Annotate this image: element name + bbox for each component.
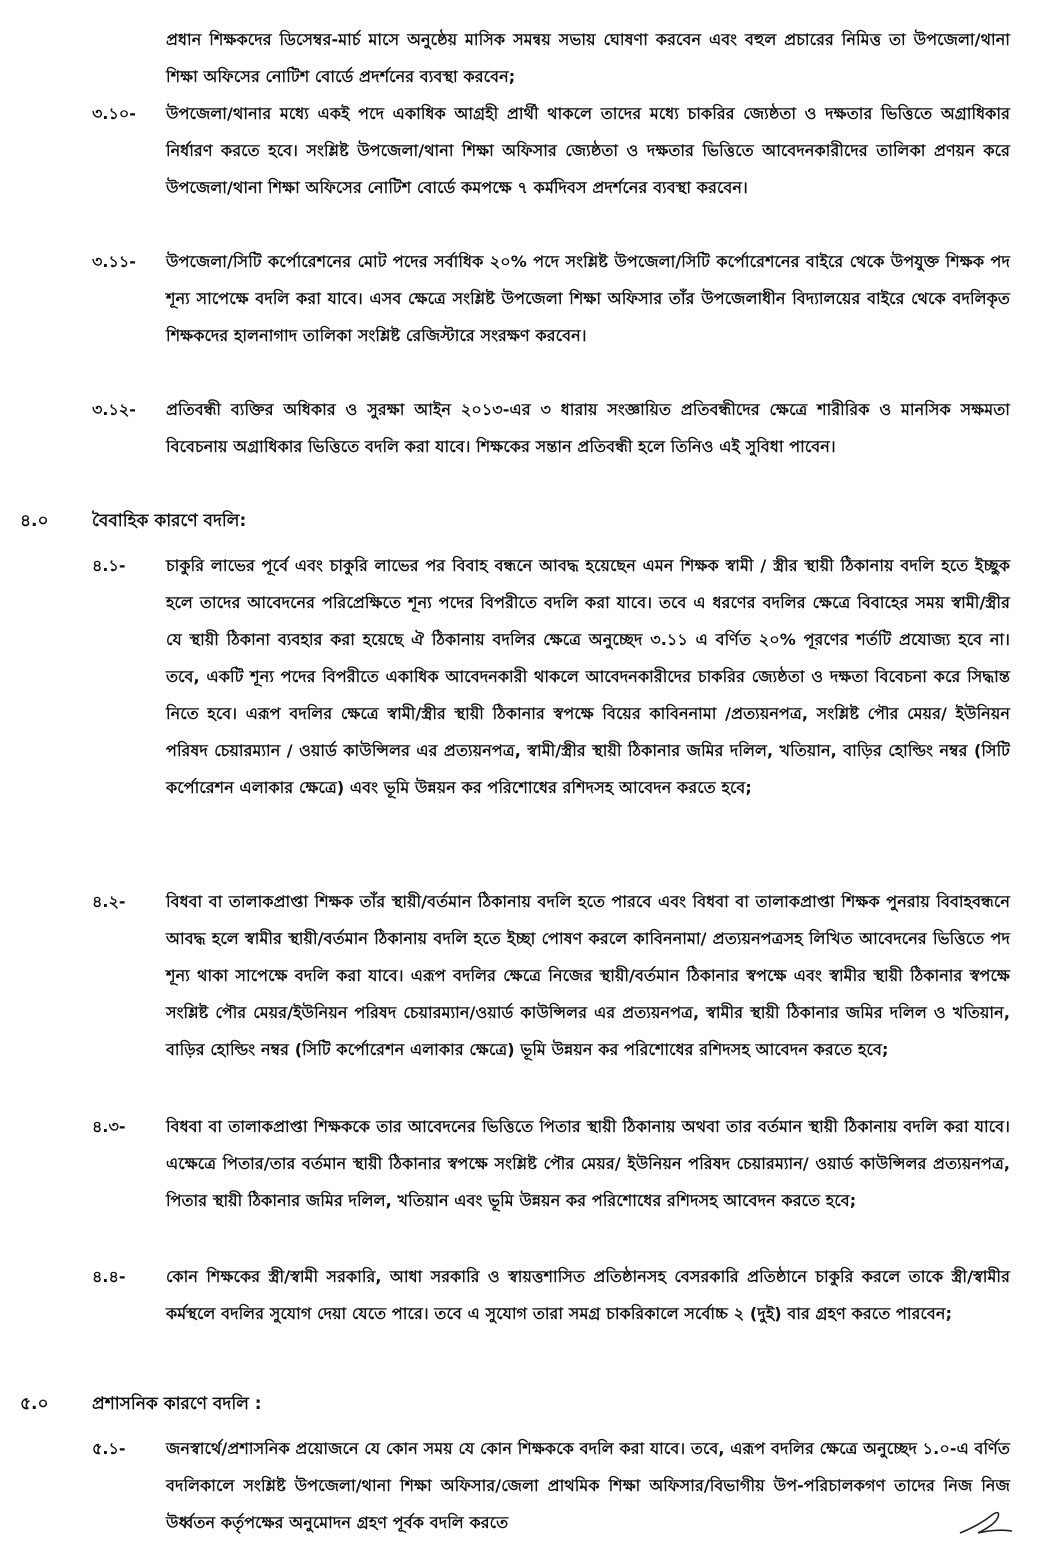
item-text-3-11: উপজেলা/সিটি কর্পোরেশনের মোট পদের সর্বাধিক ২০% পদে সংশ্লিষ্ট উপজেলা/সিটি কর্পোরেশনের বাইরে থেকে উপযুক্ত শিক্ষক পদ শূন্য সাপেক্ষে বদলি করা যাবে। এসব ক্ষেত্রে সংশ্লিষ্ট উপজেলা শিক্ষা অফিসার তাঁর উপজেলাধীন বিদ্যালয়ের বাইরে থেকে বদলিকৃত শিক্ষকদের হালনাগাদ তালিকা সংশ্লিষ্ট রেজিস্টারে সংরক্ষণ করবেন। [166,252,1010,345]
section-title-4: বৈবাহিক কারণে বদলি: [92,511,247,531]
item-text-4-2: বিধবা বা তালাকপ্রাপ্তা শিক্ষক তাঁর স্থায়ী/বর্তমান ঠিকানায় বদলি হতে পারবে এবং বিধবা বা তালাকপ্রাপ্তা শিক্ষক পুনরায় বিবাহবন্ধনে আবদ্ধ হলে স্বামীর স্থায়ী/বর্তমান ঠিকানায় বদলি হতে ইচ্ছা পোষণ করলে কাবিননামা/ প্রত্যয়নপত্রসহ লিখিত আবেদনের ভিত্তিতে পদ শূন্য থাকা সাপেক্ষে বদলি করা যাবে। এরূপ বদলির ক্ষেত্রে নিজের স্থায়ী/বর্তমান ঠিকানার স্বপক্ষে এবং স্বামীর স্থায়ী ঠিকানার স্বপক্ষে সংশ্লিষ্ট পৌর মেয়র/ইউনিয়ন পরিষদ চেয়ারম্যান/ওয়ার্ড কাউন্সিলর এর প্রত্যয়নপত্র, স্বামীর স্থায়ী ঠিকানার জমির দলিল ও খতিয়ান, বাড়ির হোল্ডিং নম্বর (সিটি কর্পোরেশন এলাকার ক্ষেত্রে) ভূমি উন্নয়ন কর পরিশোধের রশিদসহ আবেদন করতে হবে; [166,892,1010,1059]
continuation-paragraph: প্রধান শিক্ষকদের ডিসেম্বর-মার্চ মাসে অনুষ্ঠেয় মাসিক সমন্বয় সভায় ঘোষণা করবেন এবং বহুল প্রচারের নিমিত্ত তা উপজেলা/থানা শিক্ষা অফিসের নোটিশ বোর্ডে প্রদর্শনের ব্যবস্থা করবেন; [166,30,1010,86]
item-text-4-4: কোন শিক্ষকের স্ত্রী/স্বামী সরকারি, আধা সরকারি ও স্বায়ত্তশাসিত প্রতিষ্ঠানসহ বেসরকারি প্রতিষ্ঠানে চাকুরি করলে তাকে স্ত্রী/স্বামীর কর্মস্থলে বদলির সুযোগ দেয়া যেতে পারে। তবে এ সুযোগ তারা সমগ্র চাকরিকালে সর্বোচ্চ ২ (দুই) বার গ্রহণ করতে পারবেন; [166,1267,1010,1323]
section-number-5: ৫.০ [20,1394,49,1414]
item-number-4-2: ৪.২- [92,892,126,911]
item-text-3-10: উপজেলা/থানার মধ্যে একই পদে একাধিক আগ্রহী প্রার্থী থাকলে তাদের মধ্যে চাকরির জ্যেষ্ঠতা ও দক্ষতার ভিত্তিতে অগ্রাধিকার নির্ধারণ করতে হবে। সংশ্লিষ্ট উপজেলা/থানা শিক্ষা অফিসার জ্যেষ্ঠতা ও দক্ষতার ভিত্তিতে আবেদনকারীদের তালিকা প্রণয়ন করে উপজেলা/থানা শিক্ষা অফিসের নোটিশ বোর্ডে কমপক্ষে ৭ কর্মদিবস প্রদর্শনের ব্যবস্থা করবেন। [166,104,1010,197]
item-number-3-12: ৩.১২- [92,400,136,419]
section-title-5: প্রশাসনিক কারণে বদলি : [92,1394,262,1414]
item-number-5-1: ৫.১- [92,1439,126,1458]
item-text-4-3: বিধবা বা তালাকপ্রাপ্তা শিক্ষককে তার আবেদনের ভিত্তিতে পিতার স্থায়ী ঠিকানায় অথবা তার বর্তমান স্থায়ী ঠিকানায় বদলি করা যাবে। এক্ষেত্রে পিতার/তার বর্তমান স্থায়ী ঠিকানার স্বপক্ষে সংশ্লিষ্ট পৌর মেয়র/ ইউনিয়ন পরিষদ চেয়ারম্যান/ ওয়ার্ড কাউন্সিলর প্রত্যয়নপত্র, পিতার স্থায়ী ঠিকানার জমির দলিল, খতিয়ান এবং ভূমি উন্নয়ন কর পরিশোধের রশিদসহ আবেদন করতে হবে; [166,1117,1010,1210]
item-text-5-1: জনস্বার্থে/প্রশাসনিক প্রয়োজনে যে কোন সময় যে কোন শিক্ষককে বদলি করা যাবে। তবে, এরূপ বদলির ক্ষেত্রে অনুচ্ছেদ ১.০-এ বর্ণিত বদলিকালে সংশ্লিষ্ট উপজেলা/থানা শিক্ষা অফিসার/জেলা প্রাথমিক শিক্ষা অফিসার/বিভাগীয় উপ-পরিচালকগণ তাদের নিজ নিজ উর্ধ্বতন কর্তৃপক্ষের অনুমোদন গ্রহণ পূর্বক বদলি করতে [166,1439,1010,1532]
item-number-3-10: ৩.১০- [92,104,136,123]
item-text-4-1: চাকুরি লাভের পূর্বে এবং চাকুরি লাভের পর বিবাহ বন্ধনে আবদ্ধ হয়েছেন এমন শিক্ষক স্বামী / স্ত্রীর স্থায়ী ঠিকানায় বদলি হতে ইচ্ছুক হলে তাদের আবেদনের পরিপ্রেক্ষিতে শূন্য পদের বিপরীতে বদলি করা যাবে। তবে এ ধরণের বদলির ক্ষেত্রে বিবাহের সময় স্বামী/স্ত্রীর যে স্থায়ী ঠিকানা ব্যবহার করা হয়েছে ঐ ঠিকানায় বদলির ক্ষেত্রে অনুচ্ছেদ ৩.১১ এ বর্ণিত ২০% পূরণের শর্তটি প্রযোজ্য হবে না। তবে, একটি শূন্য পদের বিপরীতে একাধিক আবেদনকারী থাকলে আবেদনকারীদের চাকরির জ্যেষ্ঠতা ও দক্ষতা বিবেচনা করে সিদ্ধান্ত নিতে হবে। এরূপ বদলির ক্ষেত্রে স্বামী/স্ত্রীর স্থায়ী ঠিকানার স্বপক্ষে বিয়ের কাবিননামা /প্রত্যয়নপত্র, সংশ্লিষ্ট পৌর মেয়র/ ইউনিয়ন পরিষদ চেয়ারম্যান / ওয়ার্ড কাউন্সিলর এর প্রত্যয়নপত্র, স্বামী/স্ত্রীর স্থায়ী ঠিকানার জমির দলিল, খতিয়ান, বাড়ির হোল্ডিং নম্বর (সিটি কর্পোরেশন এলাকার ক্ষেত্রে) এবং ভূমি উন্নয়ন কর পরিশোধের রশিদসহ আবেদন করতে হবে; [166,556,1010,797]
section-number-4: ৪.০ [20,511,49,531]
signature-mark [956,1507,1016,1537]
item-number-4-4: ৪.৪- [92,1267,126,1286]
item-text-3-12: প্রতিবন্ধী ব্যক্তির অধিকার ও সুরক্ষা আইন ২০১৩-এর ৩ ধারায় সংজ্ঞায়িত প্রতিবন্ধীদের ক্ষেত্রে শারীরিক ও মানসিক সক্ষমতা বিবেচনায় অগ্রাধিকার ভিত্তিতে বদলি করা যাবে। শিক্ষকের সন্তান প্রতিবন্ধী হলে তিনিও এই সুবিধা পাবেন। [166,400,1010,456]
item-number-4-1: ৪.১- [92,556,126,575]
item-number-4-3: ৪.৩- [92,1117,126,1136]
item-number-3-11: ৩.১১- [92,252,136,271]
